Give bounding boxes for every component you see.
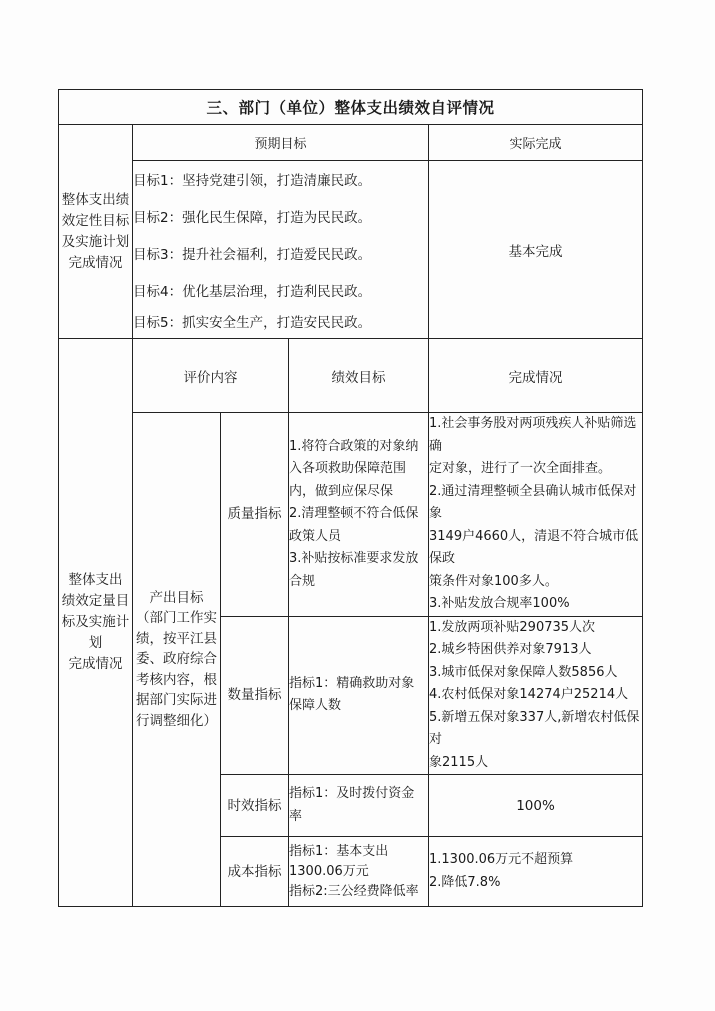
side-label-line: 整体支出绩 <box>61 191 130 208</box>
goal-item: 目标5：抓实安全生产，打造安民民政。 <box>133 315 372 331</box>
target-line: 1.将符合政策的对象纳 <box>289 438 419 454</box>
completion-line: 2.通过清理整顿全县确认城市低保对象 <box>429 483 637 521</box>
completion-line: 3.补贴发放合规率100% <box>429 596 570 611</box>
target-line: 指标1：基本支出 <box>289 843 389 859</box>
completion-line: 定对象，进行了一次全面排查。 <box>429 461 612 476</box>
timeliness-completion: 100% <box>429 775 643 837</box>
target-line: 率 <box>289 808 303 824</box>
quantity-completion <box>429 616 643 775</box>
side-label-line: 及实施计划 <box>61 233 130 250</box>
output-target-line: 绩，按平江县 <box>136 630 217 647</box>
output-target-line: 委、政府综合 <box>136 651 217 668</box>
target-line: 指标2:三公经费降低率 <box>289 883 419 899</box>
output-target-label <box>133 413 221 907</box>
target-line: 3.补贴按标准要求发放 <box>289 551 419 566</box>
qualitative-side-label <box>59 125 133 339</box>
self-evaluation-table <box>58 89 643 907</box>
quantitative-side-label <box>59 339 133 907</box>
quantity-target <box>289 616 429 775</box>
output-target-line: 行调整细化） <box>136 712 217 729</box>
output-target-line: 据部门实际进 <box>136 692 217 709</box>
output-target-line: 考核内容，根 <box>136 671 217 688</box>
cost-target <box>289 837 429 907</box>
completion-line: 1.社会事务股对两项残疾人补贴筛选确 <box>429 416 637 454</box>
side-label-line: 划 <box>88 635 103 651</box>
completion-line: 策条件对象100多人。 <box>429 573 558 589</box>
indicator-label: 成本指标 <box>221 837 289 907</box>
goal-list <box>133 161 429 339</box>
timeliness-target <box>289 775 429 837</box>
target-line: 入各项救助保障范围 <box>289 461 407 476</box>
side-label-line: 绩效定量目 <box>61 593 130 609</box>
goal-item: 目标3：提升社会福利，打造爱民民政。 <box>133 247 372 263</box>
completion-header: 完成情况 <box>429 339 643 413</box>
evaluation-content-header: 评价内容 <box>133 339 289 413</box>
goal-item: 目标1：坚持党建引领，打造清廉民政。 <box>133 173 372 189</box>
target-line: 1300.06万元 <box>289 863 369 879</box>
actual-result: 基本完成 <box>429 161 643 339</box>
target-line: 2.清理整顿不符合低保 <box>289 506 419 521</box>
table-title: 三、部门（单位）整体支出绩效自评情况 <box>59 90 643 125</box>
completion-line: 2.城乡特困供养对象7913人 <box>429 642 592 657</box>
target-line: 内，做到应保尽保 <box>289 483 394 499</box>
cost-completion <box>429 837 643 907</box>
goal-item: 目标2：强化民生保障，打造为民民政。 <box>133 210 372 226</box>
indicator-label: 时效指标 <box>221 775 289 837</box>
actual-completion-header: 实际完成 <box>429 125 643 161</box>
indicator-label: 数量指标 <box>221 616 289 775</box>
side-label-line: 完成情况 <box>68 254 123 271</box>
quality-target <box>289 413 429 617</box>
completion-line: 5.新增五保对象337人,新增农村低保对 <box>429 709 640 747</box>
table-row <box>59 413 643 617</box>
performance-target-header: 绩效目标 <box>289 339 429 413</box>
indicator-label: 质量指标 <box>221 413 289 617</box>
side-label-line: 完成情况 <box>68 656 123 672</box>
completion-line: 1.发放两项补贴290735人次 <box>429 619 596 635</box>
output-target-line: 产出目标 <box>149 589 204 606</box>
target-line: 合规 <box>289 573 316 589</box>
side-label-line: 标及实施计 <box>61 614 130 630</box>
completion-line: 4.农村低保对象14274户25214人 <box>429 687 629 702</box>
completion-line: 2.降低7.8% <box>429 874 501 890</box>
quality-completion <box>429 413 643 617</box>
target-line: 指标1：精确救助对象 <box>289 675 415 691</box>
target-line: 保障人数 <box>289 698 342 714</box>
completion-line: 象2115人 <box>429 754 489 770</box>
goal-item: 目标4：优化基层治理，打造利民民政。 <box>133 284 372 300</box>
target-line: 指标1：及时拨付资金 <box>289 786 415 801</box>
output-target-line: （部门工作实 <box>136 610 217 627</box>
target-line: 政策人员 <box>289 528 342 544</box>
side-label-line: 整体支出 <box>68 572 123 588</box>
completion-line: 3149户4660人，清退不符合城市低保政 <box>429 528 639 566</box>
completion-line: 3.城市低保对象保障人数5856人 <box>429 664 618 680</box>
side-label-line: 效定性目标 <box>61 212 130 229</box>
completion-line: 1.1300.06万元不超预算 <box>429 852 574 867</box>
expected-target-header: 预期目标 <box>133 125 429 161</box>
